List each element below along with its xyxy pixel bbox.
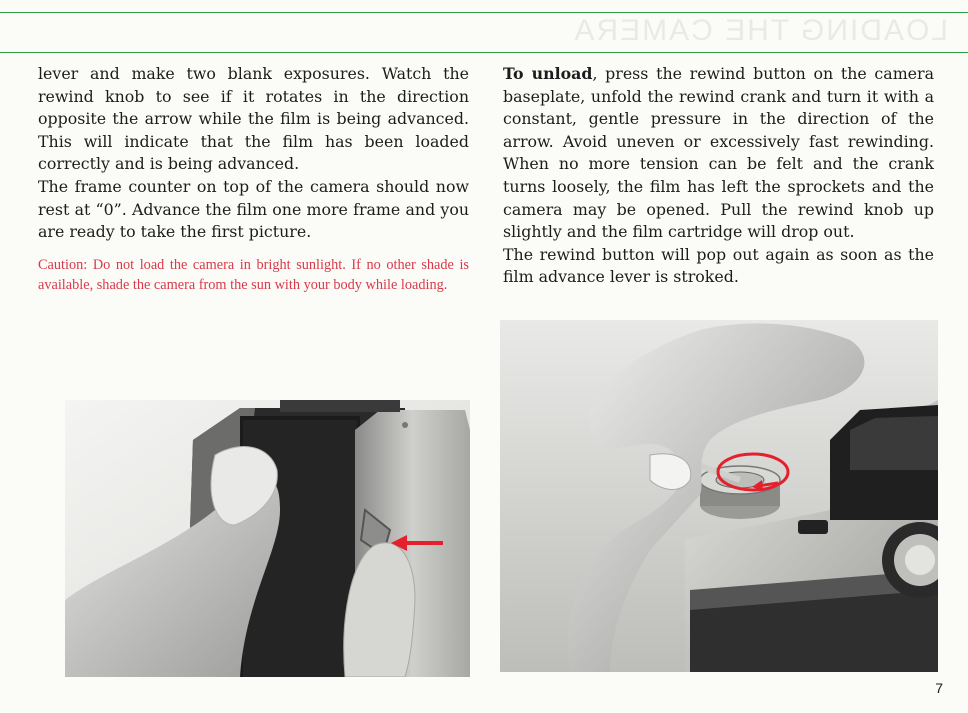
unload-paragraph (503, 63, 934, 244)
header-rule-bottom (0, 52, 968, 53)
rewind-paragraph: The rewind button will pop out again as soon as the film advance lever is stroked. (503, 244, 934, 287)
left-paragraph-1: lever and make two blank exposures. Watch the rewind knob to see if it rotates in the direction opposite the arrow while the film is being advanced. This will indicate that the film has been loaded correctly and is being advanced. (38, 64, 469, 174)
photo-camera-back-loading (65, 400, 470, 677)
unload-text: , press the rewind button on the camera baseplate, unfold the rewind crank and turn it with a constant, gentle pressure in the direction of the arrow. Avoid uneven or excessively fast rewinding. When no more tension can be felt and the crank turns loosely, the film has left the sprockets and the camera may be opened. Pull the rewind knob up slightly and the film cartridge will drop out. (503, 64, 934, 242)
caution-note: Caution: Do not load the camera in bright sunlight. If no other shade is available, shade the camera from the sun with your body while loading. (38, 257, 469, 293)
right-column (503, 63, 934, 289)
unload-lead: To unload (503, 64, 593, 83)
left-paragraph-2: The frame counter on top of the camera should now rest at “0”. Advance the film one more frame and you are ready to take the first picture. (38, 176, 469, 242)
left-column (38, 63, 469, 244)
header-rule-top (0, 12, 968, 13)
photo-rewind-crank (500, 320, 938, 672)
rewind-crank-illustration (500, 320, 938, 672)
show-through-header: LOADING THE CAMERA (572, 14, 948, 47)
camera-back-illustration (65, 400, 470, 677)
page-number: 7 (935, 680, 943, 696)
